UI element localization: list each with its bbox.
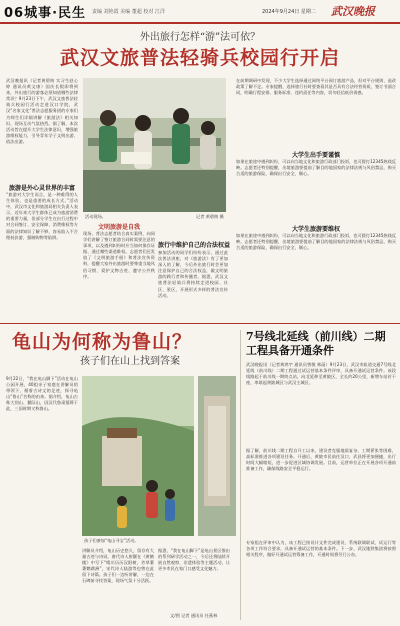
story3-col3 — [246, 540, 396, 620]
story2-col2 — [82, 548, 154, 620]
kids-on-mountain-photo — [82, 376, 194, 536]
story2-col1 — [6, 376, 78, 620]
story2-col2-text: 讲解员介绍，龟山历史悠久，留存有大量古迹与诗词。唐代诗人崔颢在《黄鹤楼》中写下“晴川历历汉阳树，芳草萋萋鹦鹉洲”，宋代诗人陆游等也曾在此留下诗篇。孩子们一边听讲解，一边在石碑前寻找答案，现场气氛十分活跃。 — [82, 548, 154, 584]
story1-col5-text: 如果在旅途中遇到纠纷，可以向当地文化和旅游行政部门投诉，也可拨打12345热线反映。志愿者还特别提醒，出境旅游要提前了解目的地国家的法律法规与风俗禁忌，购买合适的旅游保险，确保出行安全、顺心。 — [236, 233, 396, 251]
story1-photo — [83, 78, 226, 212]
story1-kicker: 外出旅行怎样“游”法可依？ — [139, 32, 261, 43]
story3-col3-text: 专家组在评审中认为，该工程已按设计文件完成建设，系统联调联试、试运行等各项工作符合要求，具备开通试运营的基本条件。下一步，武汉地铁集团将按照相关程序，做好开通试运营筹备工作，开通时间将另行公布。 — [246, 540, 396, 558]
section-divider — [0, 323, 400, 324]
story2-credit: 文/图 记者 通讯员 任燕林 — [170, 613, 218, 618]
story2-headline: 龟山为何称为鲁山？ — [12, 331, 193, 353]
story1-col1 — [6, 78, 78, 180]
editors-credit: 责编 刘艳霞 美编 董超 校对 江洋 — [92, 9, 165, 15]
story1-subhead-1: 旅游是外心灵世界的丰富 — [8, 185, 75, 192]
story1-col2 — [83, 231, 155, 319]
story1-photo-credit: 记者 黄碧纳 摄 — [196, 214, 224, 219]
story2-kicker: 孩子们在山上找到答案 — [80, 356, 180, 367]
story1-col4b — [236, 159, 396, 221]
column-rule — [240, 330, 241, 620]
story1-subhead-4: 大学生出手要谨慎 — [291, 152, 340, 159]
story1-col5 — [236, 233, 396, 319]
issue-date: 2024年9月24日 星期二 — [262, 9, 316, 15]
story1-col4 — [236, 78, 396, 148]
story3-col2-text: 据了解，前川线二期工程自开工以来，建设者克服地质复杂、工期紧张等困难，高标准推进各项建设任务。开通后，黄陂市民前往汉口、武昌将更加便捷，出行时间大幅缩短，进一步促进区域协调发展。目前，运营单位正在开展各项开通前准备工作，确保线路安全平稳运行。 — [246, 448, 396, 472]
story2-photo — [82, 376, 194, 536]
story1-headline: 武汉文旅普法轻骑兵校园行开启 — [59, 47, 340, 69]
story1-col1-text: 武汉晚报讯（记者黄碧纳 实习生赵心婷 通讯员黄文康）国庆长假即将到来，外出旅行的游客必须知道哪些法律常识？9月23日下午，武汉文旅普法轻骑兵校园行活动走进汉口学院，武汉“名家文化”普法志愿服务团的专家们为师生们详细讲解《旅游法》相关知识，现场互动气氛热烈。据了解，本次活动旨在提升大学生法律意识，增强旅游维权能力，引导青年学子文明出游、依法出游。 — [6, 78, 78, 144]
story2-col3-text: 据悉，“我在龟山脚下”是龟山景区推出的系列研学活动之一，今后还将陆续开展自然观察、非遗体验等主题活动，让更多市民在家门口感受文化魅力。 — [158, 548, 230, 572]
masthead — [0, 0, 400, 24]
story1-caption: 活动现场。 — [85, 214, 106, 219]
story3-col1 — [246, 362, 396, 446]
story1-col4-text: 在前期调研中发现，不少大学生选择通过网络平台预订旅游产品，但对平台规则、退改政策了解不足。专家提醒，选择旅行社时要查看其是否具有合法经营资质，签订书面合同，明确行程安排、服务标准、违约责任等内容，切勿轻信低价诱惑。 — [236, 78, 396, 96]
story2-caption: 孩子们参加“龟山寻宝”活动。 — [84, 538, 139, 543]
students-consultation-photo — [83, 78, 226, 212]
section-title: 06城事·民生 — [4, 6, 87, 21]
story3-headline: 7号线北延线（前川线）二期工程具备开通条件 — [246, 330, 386, 357]
story2-photo-2 — [198, 376, 236, 536]
story1-col3 — [158, 250, 228, 320]
story1-subhead-5: 大学生旅游要维权 — [291, 226, 340, 233]
story1-col2-text: 现场，普法志愿者结合真实案例，向同学们讲解了签订旅游合同时需要注意的事项，以及遇到纠纷时应当如何保存证据、通过哪些渠道维权。志愿者们还发放了《文明旅游手册》和普法宣传资料，提醒大家外出旅游时要尊重当地风俗习惯、爱护文物古迹、遵守公共秩序。 — [83, 231, 155, 279]
story2-col1-text: 9月22日，“我在龟山脚下”活动在龟山公园开展，40组亲子家庭在讲解员的带领下，循着古诗文的足迹，探寻龟山“鲁山”名称的由来。据介绍，龟山古称大别山、翼际山，因汉代鲁肃墓葬于此，三国时期又称鲁山。 — [6, 376, 78, 412]
story1-subhead-3: 旅行中维护自己的合法权益 — [158, 242, 231, 249]
story1-col4b-text: 如果在旅途中遇到纠纷，可以向当地文化和旅游行政部门投诉，也可拨打12345热线反映。志愿者还特别提醒，出境旅游要提前了解目的地国家的法律法规与风俗禁忌，购买合适的旅游保险，确保出行安全、顺心。 — [236, 159, 396, 177]
story3-col1-text: 武汉晚报讯（记者黄鸿宇 通讯员曾敏 林菡）9月23日，武汉市轨道交通7号线北延线（前川线）二期工程通过试运营基本条件评审，具备开通试运营条件。该段线路起于前川线一期终点站，向北延伸至黄陂区，全长约20公里，新增车站若干座，串联起黄陂城区与武汉主城区。 — [246, 362, 396, 386]
newspaper-logo: 武汉晚报 — [331, 5, 375, 18]
story1-col1b-text: “旅游对大学生而言，是一种难得的人生体验，也是重要的成长方式。”活动中，武汉市文化和旅游局相关负责人表示，近年来大学生群体已成为旅游消费的重要力量，但部分学生在出行过程中对合同签订、安全保障、消费维权等方面的法律知识了解不够，容易陷入不合理低价游、强制购物等陷阱。 — [6, 192, 78, 240]
story3-col2 — [246, 448, 396, 538]
story1-col1b — [6, 192, 78, 320]
story2-col3 — [158, 548, 230, 612]
story1-subhead-2: 文明旅游是自我 — [97, 224, 140, 231]
stone-tablet-photo — [198, 376, 236, 536]
story1-col3-text: 参加活动的同学们纷纷表示，通过此次普法讲座，对《旅游法》有了更加深入的了解，今后外出旅行时会更加注意保护自己的合法权益，做文明旅游的践行者和传播者。据悉，武汉文旅普法轻骑兵将持续走进校园、社区、景区，开展形式多样的普法宣传活动。 — [158, 250, 228, 298]
